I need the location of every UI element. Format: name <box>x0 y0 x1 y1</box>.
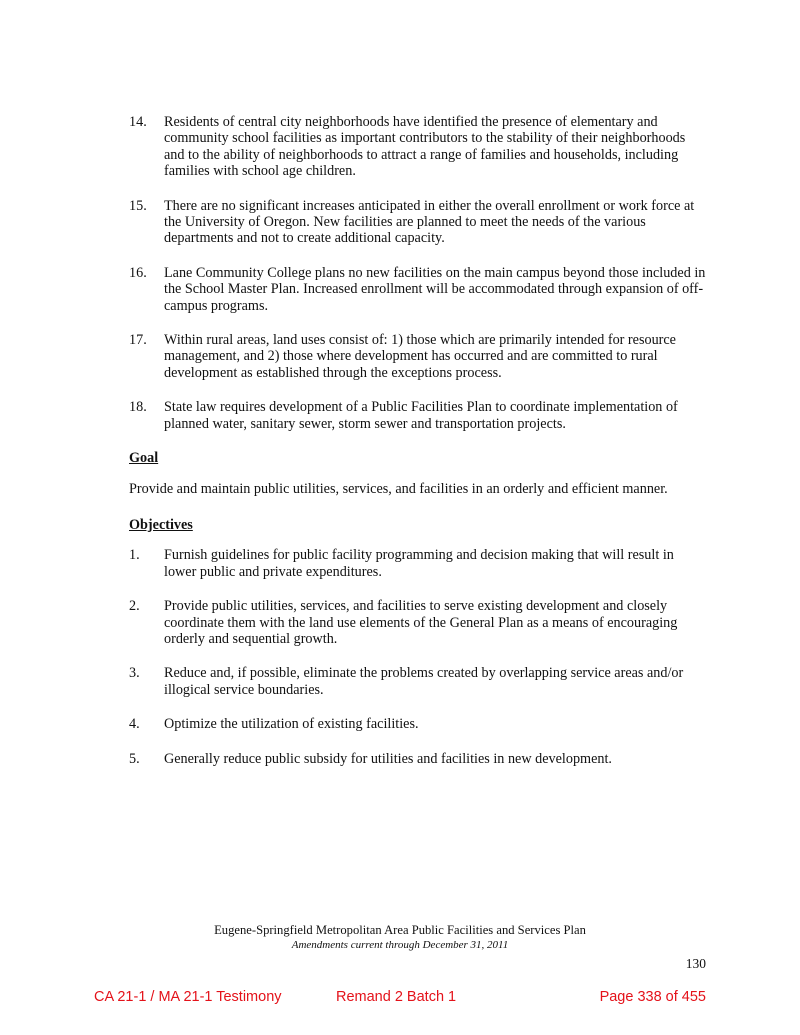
finding-item <box>129 332 709 381</box>
footer-title: Eugene-Springfield Metropolitan Area Public Facilities and Services Plan <box>214 923 586 937</box>
item-number: 18. <box>129 399 147 416</box>
footer-subtitle: Amendments current through December 31, 2011 <box>291 939 509 951</box>
item-number: 14. <box>129 114 147 130</box>
objective-number: 2. <box>129 598 140 615</box>
item-text: Lane Community College plans no new facilities on the main campus beyond those included in the School Master Plan. Increased enrollment will be accommodated through expansion of off-campus programs. <box>164 264 706 314</box>
objective-item <box>129 751 709 767</box>
objective-text: Provide public utilities, services, and facilities to serve existing development and closely coordinate them with the land use elements of the General Plan as a means of encouraging orderly and sequential growth. <box>164 598 678 647</box>
goal-heading: Goal <box>129 450 159 467</box>
item-text: Residents of central city neighborhoods have identified the presence of elementary and community school facilities as important contributors to the stability of their neighborhoods and to the ability of neighborhoods to attract a range of families and households, including families with school age children. <box>164 114 686 180</box>
stamp-page-count: Page 338 of 455 <box>599 989 706 1005</box>
item-number: 16. <box>129 264 147 281</box>
objective-text: Reduce and, if possible, eliminate the problems created by overlapping service areas and/or illogical service boundaries. <box>164 665 684 698</box>
objective-item <box>129 598 709 647</box>
finding-item <box>129 114 709 180</box>
goal-text: Provide and maintain public utilities, services, and facilities in an orderly and efficient manner. <box>129 480 668 497</box>
item-text: There are no significant increases anticipated in either the overall enrollment or work force at the University of Oregon. New facilities are planned to meet the needs of the various departments and not to create additional capacity. <box>164 197 695 247</box>
objective-item <box>129 716 709 732</box>
objective-number: 5. <box>129 750 140 767</box>
item-text: State law requires development of a Public Facilities Plan to coordinate implementation of planned water, sanitary sewer, storm sewer and transportation projects. <box>164 399 678 432</box>
item-number: 15. <box>129 197 147 214</box>
objective-item <box>129 547 709 580</box>
objective-number: 1. <box>129 547 140 564</box>
objective-text: Generally reduce public subsidy for utilities and facilities in new development. <box>164 750 612 767</box>
finding-item <box>129 399 709 432</box>
objective-text: Optimize the utilization of existing facilities. <box>164 716 419 733</box>
finding-item <box>129 198 709 247</box>
objectives-heading: Objectives <box>129 516 193 533</box>
finding-item <box>129 265 709 314</box>
stamp-batch-label: Remand 2 Batch 1 <box>336 989 457 1005</box>
objective-number: 4. <box>129 716 140 733</box>
document-body <box>129 114 709 785</box>
objective-text: Furnish guidelines for public facility programming and decision making that will result in lower public and private expenditures. <box>164 547 674 580</box>
objective-number: 3. <box>129 665 140 682</box>
stamp-case-label: CA 21-1 / MA 21-1 Testimony <box>94 989 282 1005</box>
item-text: Within rural areas, land uses consist of: 1) those which are primarily intended for resource management, and 2) those where development has occurred and are committed to rural development as established through the exceptions process. <box>164 332 676 381</box>
page-number: 130 <box>685 956 706 971</box>
item-number: 17. <box>129 332 147 349</box>
objective-item <box>129 665 709 698</box>
